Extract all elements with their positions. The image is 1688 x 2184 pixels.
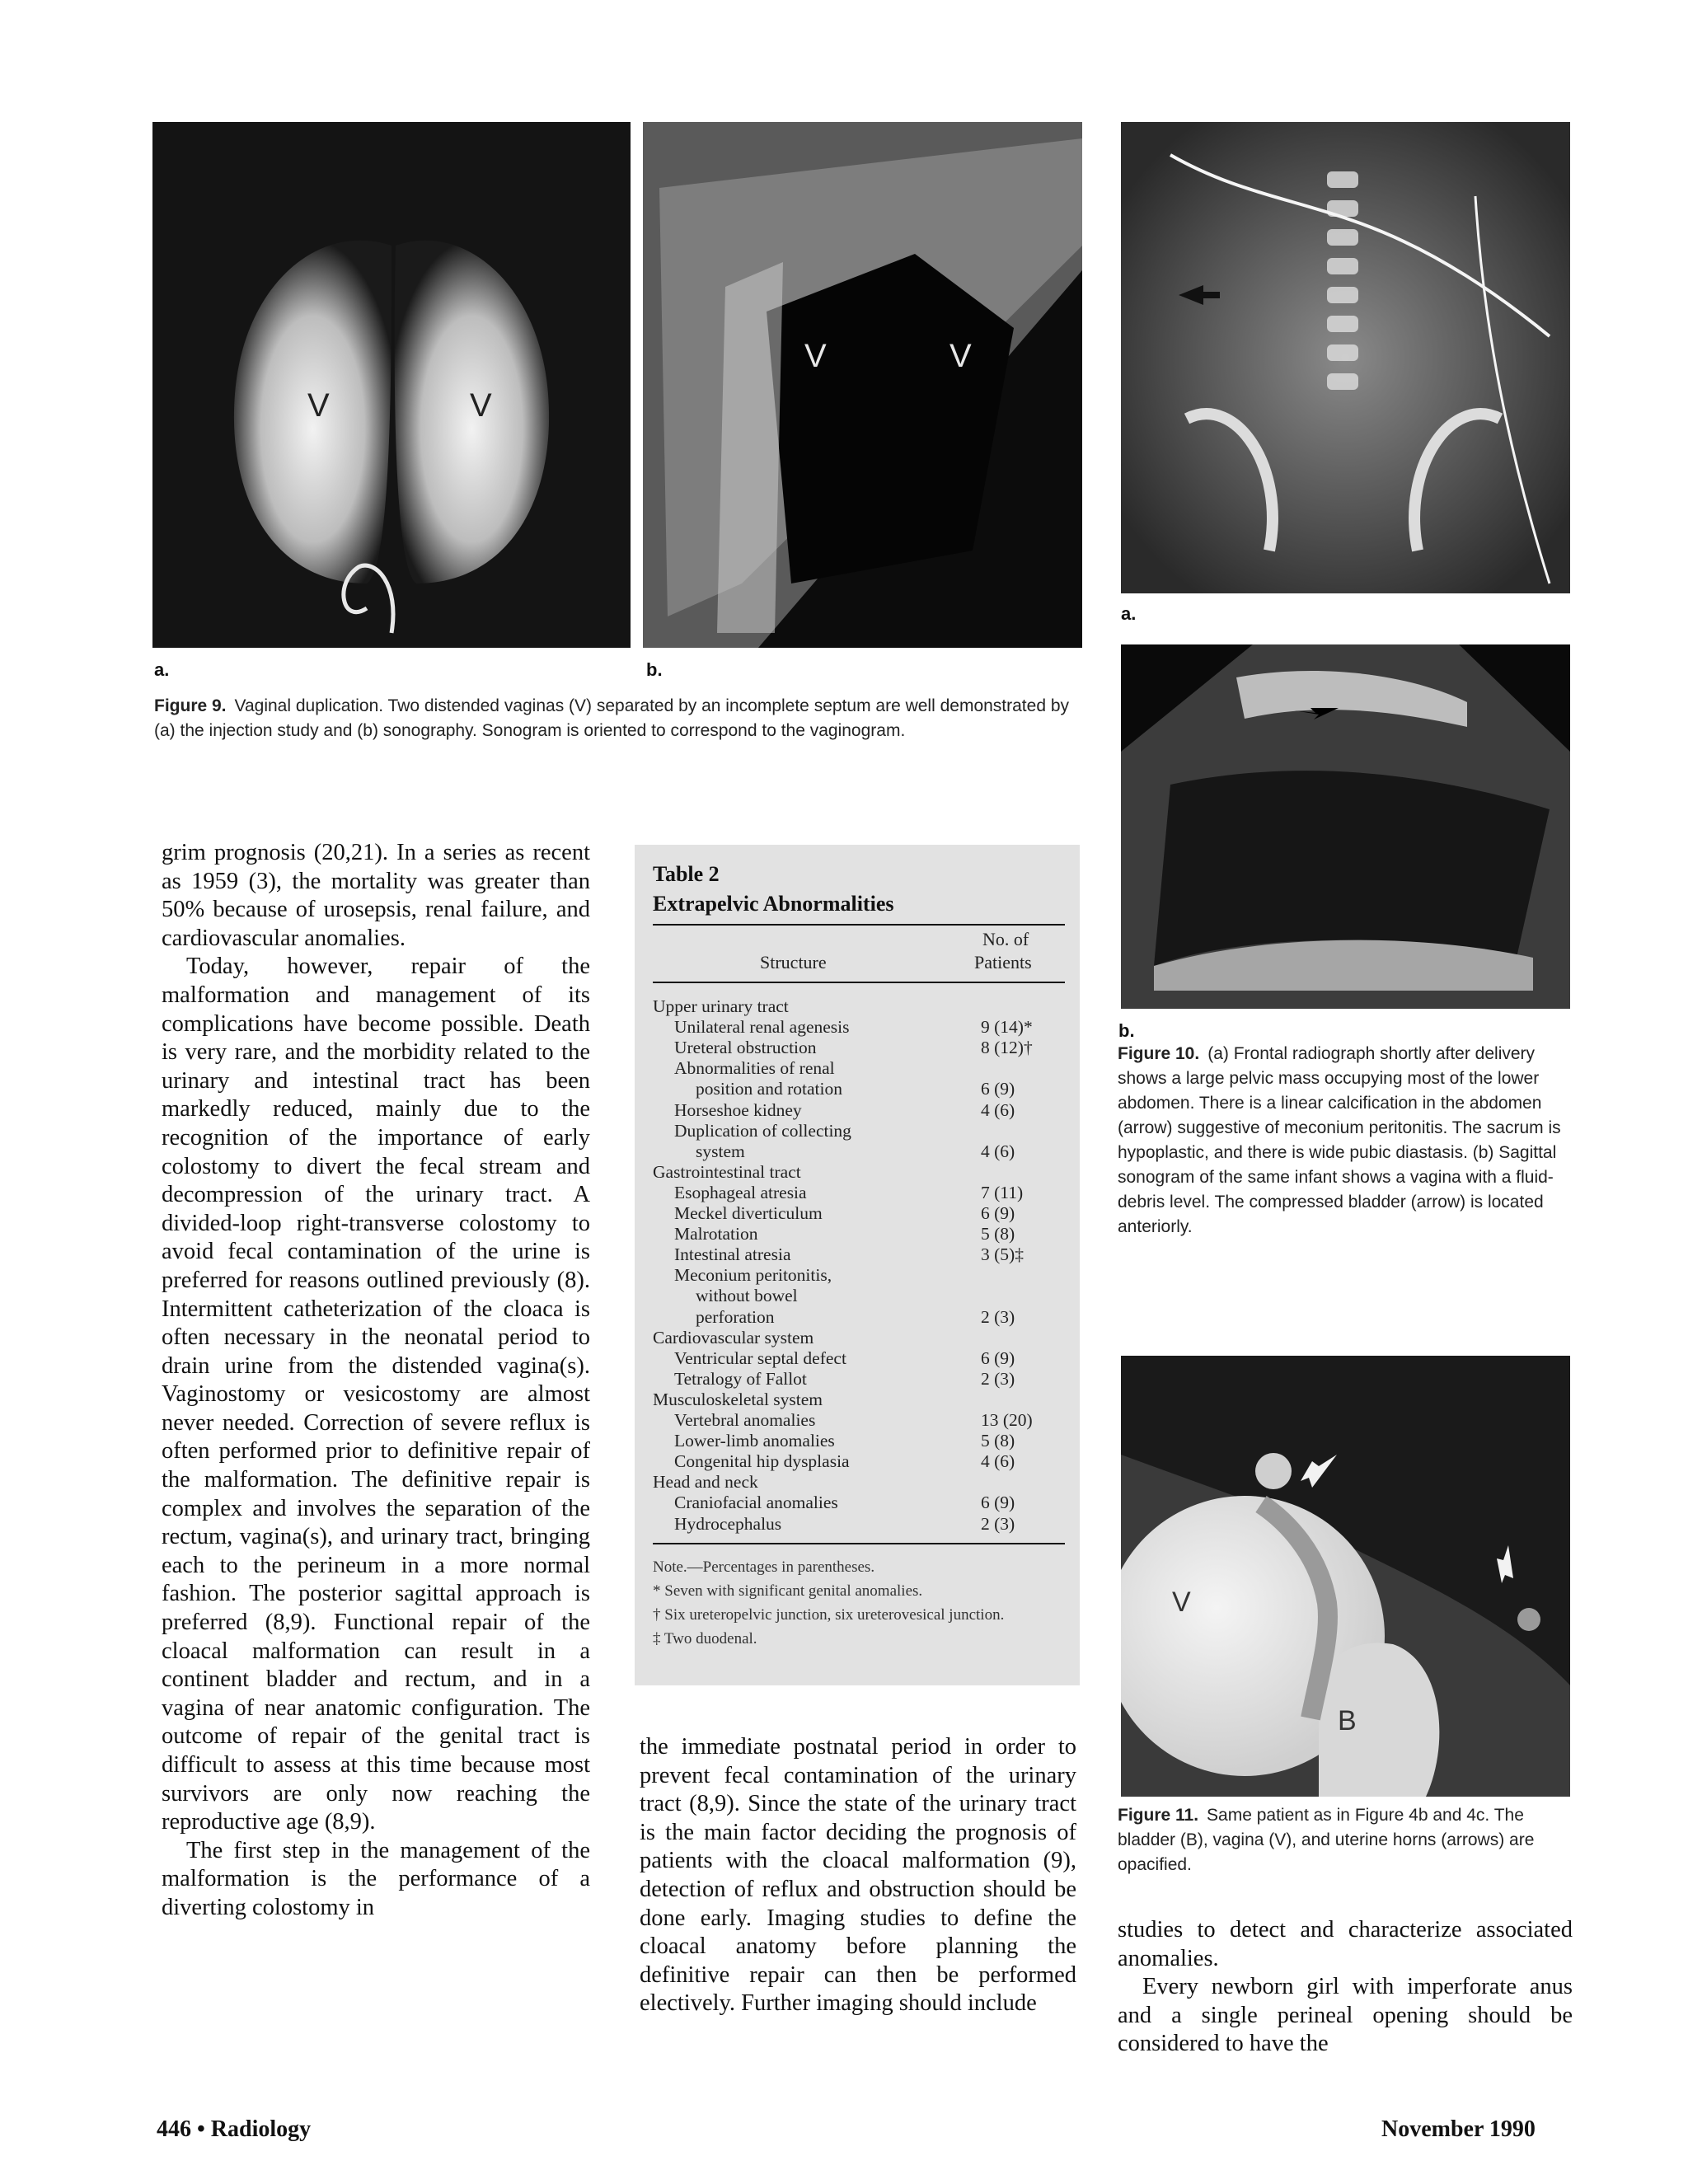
figure-9a-vaginogram-image	[152, 122, 631, 648]
column-header-patients-2: Patients	[974, 952, 1032, 972]
table-row-value: 6 (9)	[981, 1347, 1015, 1368]
middle-paragraph-1: the immediate postnatal period in order to prevent fecal contamination of the urinary tract (8,9). Since the state of the urinary tract is the main factor deciding the prognosis of patients with the cloacal malformation (9), detection of reflux and obstruction should be done early. Imaging studies to define the cloacal anatomy before planning the definitive repair can then be performed electively. Further imaging should include	[640, 1734, 1076, 2017]
table-row-value: 2 (3)	[981, 1513, 1015, 1534]
table-row-value: 13 (20)	[981, 1410, 1033, 1430]
sonogram-graphic	[643, 122, 1082, 648]
table-row-value: 5 (8)	[981, 1224, 1015, 1244]
vaginogram-graphic	[152, 122, 631, 648]
table-row-label: Head and neck	[653, 1472, 758, 1493]
table-row-label: Meckel diverticulum	[674, 1203, 823, 1223]
marker-v: V	[1172, 1586, 1191, 1618]
table-bottom-rule	[653, 1543, 1065, 1544]
figure-9b-sonogram-image	[643, 122, 1082, 648]
marker-v-left: V	[307, 387, 330, 424]
table-row-value: 2 (3)	[981, 1306, 1015, 1327]
table-row-label: system	[696, 1141, 745, 1161]
table-row-value: 5 (8)	[981, 1431, 1015, 1451]
table-row-value: 4 (6)	[981, 1451, 1015, 1472]
table-row-value: 6 (9)	[981, 1079, 1015, 1099]
table-row-label: without bowel	[696, 1286, 798, 1306]
table-row-value: 9 (14)*	[981, 1017, 1033, 1038]
radiograph-graphic	[1121, 122, 1570, 593]
footer-page-journal: 446 • Radiology	[157, 2116, 312, 2142]
figure-9-caption-text: Vaginal duplication. Two distended vaginas (V) separated by an incomplete septum are well demonstrated by (a) the injection study and (b) sonography. Sonogram is oriented to correspond to the vaginogram.	[154, 696, 1070, 740]
table-row-value: 4 (6)	[981, 1099, 1015, 1120]
table-row-label: Esophageal atresia	[674, 1182, 807, 1202]
table-row-label: Vertebral anomalies	[674, 1410, 816, 1430]
table-2	[635, 845, 1080, 1685]
figure-9-label: Figure 9.	[154, 696, 227, 715]
marker-v-right: V	[470, 387, 492, 424]
middle-column-text	[640, 1733, 1076, 2018]
table-row-label: Cardiovascular system	[653, 1327, 814, 1347]
marker-b: B	[1338, 1705, 1357, 1736]
table-row-label: Musculoskeletal system	[653, 1389, 823, 1409]
left-paragraph-3: The first step in the management of the malformation is the performance of a diverting colostomy in	[162, 1837, 590, 1920]
column-header-structure: Structure	[760, 952, 827, 972]
footer-date: November 1990	[1381, 2116, 1536, 2142]
table-row-value: 4 (6)	[981, 1141, 1015, 1161]
table-2-title: Extrapelvic Abnormalities	[653, 892, 894, 916]
table-row-label: Ureteral obstruction	[674, 1038, 817, 1058]
column-header-patients-1: No. of	[982, 929, 1029, 949]
table-notes	[653, 1555, 1065, 1651]
table-row-label: Lower-limb anomalies	[674, 1431, 835, 1451]
table-2-label: Table 2	[653, 862, 720, 886]
figure-9-caption	[154, 694, 1077, 743]
table-row-label: Abnormalities of renal	[674, 1058, 835, 1079]
table-row-value: 6 (9)	[981, 1203, 1015, 1223]
figure-11-contrast-image	[1121, 1356, 1570, 1797]
table-row-label: Duplication of collecting	[674, 1120, 851, 1141]
right-column-text	[1118, 1916, 1573, 2059]
table-row-label: Ventricular septal defect	[674, 1347, 846, 1368]
table-row-label: Congenital hip dysplasia	[674, 1451, 850, 1472]
table-row-label: Hydrocephalus	[674, 1513, 782, 1534]
table-note: Note.—Percentages in parentheses.	[653, 1558, 875, 1576]
left-paragraph-2: Today, however, repair of the malformation and management of its complications have become possible. Death is very rare, and the morbidity related to the urinary and intestinal tract has been markedly reduced, mainly due to the recognition of the importance of early colostomy to divert the fecal stream and decompression of the urinary tract. A divided-loop right-transverse colostomy to avoid fecal contamination of the urine is preferred for reasons outlined previously (8). Intermittent catheterization of the cloaca is often necessary in the neonatal period to drain urine from the distended vagina(s). Vaginostomy or vesicostomy are almost never needed. Correction of severe reflux is often performed prior to definitive repair of the malformation. The definitive repair is complex and involves the separation of the rectum, vagina(s), and urinary tract, bringing each to the perineum in a more normal fashion. The posterior sagittal approach is preferred (8,9). Functional repair of the cloacal malformation can result in a continent bladder and rectum, and in a vagina of near anatomic configuration. The outcome of repair of the genital tract is difficult to assess at this time because most survivors are only now reaching the reproductive age (8,9).	[162, 954, 590, 1835]
figure-10-caption-text: (a) Frontal radiograph shortly after delivery shows a large pelvic mass occupying most of the lower abdomen. There is a linear calcification in the abdomen (arrow) suggestive of meconium peritonitis. The sacrum is hypoplastic, and there is wide pubic diastasis. (b) Sagittal sonogram of the same infant shows a vagina with a fluid-debris level. The compressed bladder (arrow) is located anteriorly.	[1118, 1044, 1561, 1236]
figure-10-caption	[1118, 1042, 1573, 1240]
right-paragraph-1: studies to detect and characterize associated anomalies.	[1118, 1917, 1573, 1971]
table-row-value: 2 (3)	[981, 1368, 1015, 1389]
table-row-label: Gastrointestinal tract	[653, 1161, 801, 1182]
table-row-value: 6 (9)	[981, 1493, 1015, 1513]
table-row-label: Intestinal atresia	[674, 1244, 791, 1265]
right-paragraph-2: Every newborn girl with imperforate anus and a single perineal opening should be considered to have the	[1118, 1974, 1573, 2057]
figure-10b-letter: b.	[1118, 1020, 1135, 1041]
figure-9a-letter: a.	[154, 659, 170, 680]
table-row-label: Upper urinary tract	[653, 996, 789, 1016]
table-row-label: Malrotation	[674, 1224, 758, 1244]
table-header-rule	[653, 982, 1065, 983]
table-row-label: Horseshoe kidney	[674, 1099, 802, 1120]
figure-11-caption	[1118, 1803, 1573, 1877]
table-row-label: Craniofacial anomalies	[674, 1493, 838, 1513]
figure-11-caption-text: Same patient as in Figure 4b and 4c. The bladder (B), vagina (V), and uterine horns (arrows) are opacified.	[1118, 1806, 1535, 1874]
table-row-label: Meconium peritonitis,	[674, 1265, 832, 1286]
table-row-value: 3 (5)‡	[981, 1244, 1024, 1265]
figure-10a-radiograph-image	[1121, 122, 1570, 593]
table-footnote-3: ‡ Two duodenal.	[653, 1630, 757, 1647]
table-row-label: Tetralogy of Fallot	[674, 1368, 807, 1389]
table-row-label: perforation	[696, 1306, 775, 1327]
sagittal-sonogram-graphic	[1121, 644, 1570, 1009]
table-footnote-1: * Seven with significant genital anomalies.	[653, 1582, 923, 1600]
table-row-label: position and rotation	[696, 1079, 842, 1099]
figure-11-label: Figure 11.	[1118, 1806, 1199, 1825]
figure-10a-letter: a.	[1121, 603, 1137, 624]
table-row-value: 7 (11)	[981, 1182, 1024, 1202]
left-column-text	[162, 839, 590, 1923]
table-top-rule	[653, 924, 1065, 926]
figure-9b-letter: b.	[646, 659, 663, 680]
marker-v-right: V	[950, 338, 972, 374]
marker-v-left: V	[804, 338, 827, 374]
figure-10-label: Figure 10.	[1118, 1044, 1200, 1063]
figure-10b-sonogram-image	[1121, 644, 1570, 1009]
table-row-value: 8 (12)†	[981, 1038, 1033, 1058]
left-paragraph-1: grim prognosis (20,21). In a series as recent as 1959 (3), the mortality was greater than 50% because of urosepsis, renal failure, and cardiovascular anomalies.	[162, 840, 590, 951]
table-footnote-2: † Six ureteropelvic junction, six ureterovesical junction.	[653, 1606, 1005, 1624]
table-row-label: Unilateral renal agenesis	[674, 1017, 850, 1038]
